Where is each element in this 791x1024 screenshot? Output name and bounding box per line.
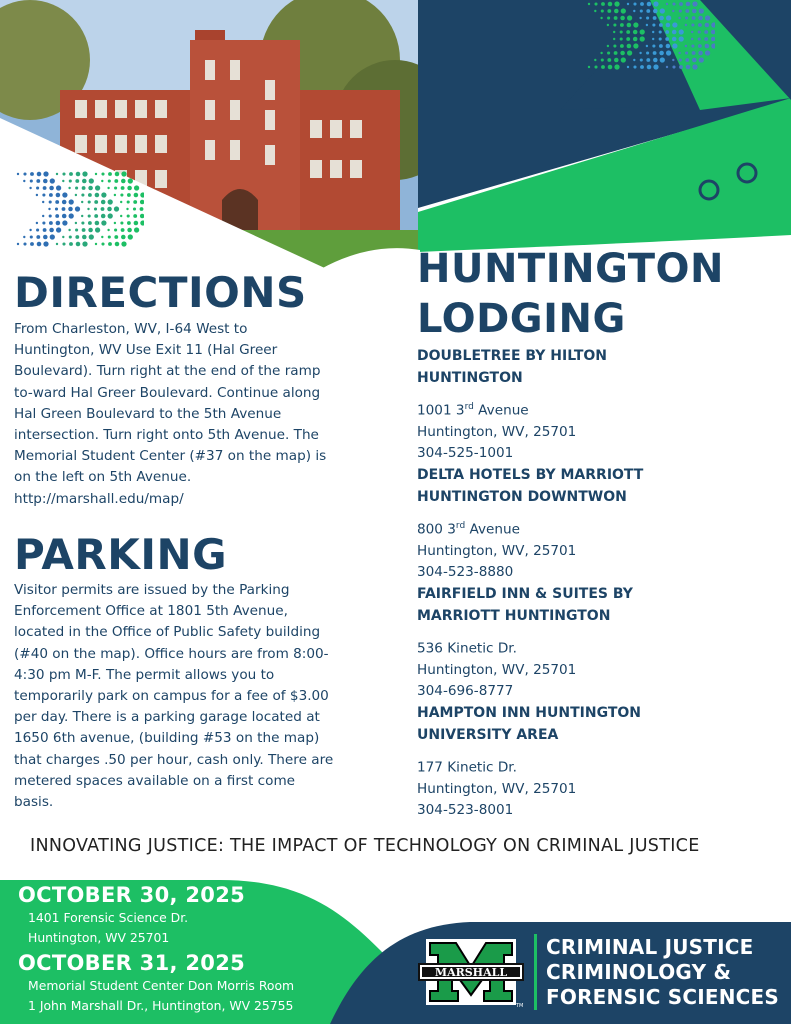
directions-line: Memorial Student Center (#37 on the map) is — [14, 448, 327, 465]
hotel-name-line: HUNTINGTON DOWNTWON — [417, 489, 627, 505]
hotel-address — [417, 516, 787, 583]
department-line: CRIMINAL JUSTICE — [546, 935, 754, 959]
parking-heading: PARKING — [14, 530, 228, 579]
hotel-item — [417, 583, 787, 702]
parking-line: 1650 6th avenue, (building #53 on the map) — [14, 730, 320, 747]
parking-line: per day. There is a parking garage located at — [14, 709, 320, 726]
directions-line: intersection. Turn right onto 5th Avenue. The — [14, 427, 319, 444]
parking-text — [14, 580, 359, 813]
hotel-street: 536 Kinetic Dr. — [417, 640, 517, 657]
parking-line: (#40 on the map). Office hours are from 8:00- — [14, 645, 329, 662]
chevron-dots-left-decoration — [14, 170, 144, 255]
parking-line: basis. — [14, 794, 54, 811]
marshall-logo — [416, 937, 526, 1009]
logo-wordmark: MARSHALL — [434, 966, 508, 979]
directions-line: Huntington, WV Use Exit 11 (Hal Greer — [14, 342, 278, 359]
hotel-street: 800 3rd Avenue — [417, 521, 521, 538]
directions-text — [14, 319, 359, 510]
hotel-street: 1001 3rd Avenue — [417, 402, 529, 419]
directions-line: Hal Green Boulevard to the 5th Avenue — [14, 405, 282, 422]
event-2 — [18, 951, 294, 1016]
directions-line: Boulevard). Turn right at the end of the ramp — [14, 363, 321, 380]
hotel-phone[interactable]: 304-523-8880 — [417, 563, 514, 580]
parking-line: Enforcement Office at 1801 5th Avenue, — [14, 603, 288, 620]
hotel-item — [417, 464, 787, 583]
hotel-name — [417, 345, 787, 389]
department-name — [546, 935, 779, 1010]
event-location — [28, 976, 294, 1016]
hotel-phone[interactable]: 304-525-1001 — [417, 444, 514, 461]
parking-line: metered spaces available on a first come — [14, 772, 296, 789]
hotel-name — [417, 583, 787, 627]
logo-trademark: TM — [516, 1003, 524, 1009]
hotel-phone[interactable]: 304-696-8777 — [417, 682, 514, 699]
parking-line: located in the Office of Public Safety building — [14, 624, 321, 641]
hotel-name-line: DOUBLETREE BY HILTON — [417, 348, 607, 364]
hotel-name-line: MARRIOTT HUNTINGTON — [417, 608, 611, 624]
hotel-name-line: DELTA HOTELS BY MARRIOTT — [417, 467, 644, 483]
parking-line: Visitor permits are issued by the Parking — [14, 582, 290, 598]
chevron-dots-right-decoration — [585, 0, 715, 80]
directions-line: to-ward Hal Greer Boulevard. Continue along — [14, 384, 321, 401]
event-date: OCTOBER 31, 2025 — [18, 951, 246, 975]
hotel-item — [417, 702, 787, 821]
hotel-name-line: FAIRFIELD INN & SUITES BY — [417, 586, 633, 602]
event-location-line: 1401 Forensic Science Dr. — [28, 910, 189, 925]
hotel-street: 177 Kinetic Dr. — [417, 759, 517, 776]
event-location — [28, 908, 245, 948]
hotel-city: Huntington, WV, 25701 — [417, 542, 577, 559]
lodging-heading-line2: LODGING — [417, 296, 626, 342]
department-line: FORENSIC SCIENCES — [546, 985, 780, 1009]
logo-divider — [534, 934, 537, 1010]
page-wedge — [0, 0, 420, 300]
hotel-item — [417, 345, 787, 464]
event-location-line: 1 John Marshall Dr., Huntington, WV 25755 — [28, 998, 294, 1013]
hotel-phone[interactable]: 304-523-8001 — [417, 801, 514, 818]
lodging-heading-line1: HUNTINGTON — [417, 246, 724, 292]
directions-line: on the left on 5th Avenue. — [14, 469, 192, 486]
hotel-name — [417, 464, 787, 508]
event-1 — [18, 883, 245, 948]
hotel-address — [417, 635, 787, 702]
map-link[interactable]: http://marshall.edu/map/ — [14, 490, 184, 507]
parking-line: temporarily park on campus for a fee of $3.00 — [14, 688, 329, 705]
parking-line: 4:30 pm M-F. The permit allows you to — [14, 666, 275, 683]
parking-line: that charges .50 per hour, cash only. There are — [14, 751, 334, 768]
directions-line: From Charleston, WV, I-64 West to — [14, 321, 248, 337]
hotel-name — [417, 702, 787, 746]
hotel-name-line: HAMPTON INN HUNTINGTON — [417, 705, 641, 721]
hotel-address — [417, 397, 787, 464]
circles-decoration — [695, 160, 765, 205]
event-location-line: Memorial Student Center Don Morris Room — [28, 978, 295, 993]
department-line: CRIMINOLOGY & — [546, 960, 732, 984]
lodging-heading — [417, 244, 724, 344]
hotel-name-line: HUNTINGTON — [417, 370, 523, 386]
event-date: OCTOBER 30, 2025 — [18, 883, 246, 907]
event-tagline: INNOVATING JUSTICE: THE IMPACT OF TECHNOLOGY ON CRIMINAL JUSTICE — [30, 836, 700, 856]
hotel-city: Huntington, WV, 25701 — [417, 661, 577, 678]
hotel-name-line: UNIVERSITY AREA — [417, 727, 559, 743]
hotel-list — [417, 345, 787, 821]
hotel-address — [417, 754, 787, 821]
event-location-line: Huntington, WV 25701 — [28, 930, 170, 945]
hotel-city: Huntington, WV, 25701 — [417, 423, 577, 440]
directions-heading: DIRECTIONS — [14, 268, 307, 317]
hotel-city: Huntington, WV, 25701 — [417, 780, 577, 797]
